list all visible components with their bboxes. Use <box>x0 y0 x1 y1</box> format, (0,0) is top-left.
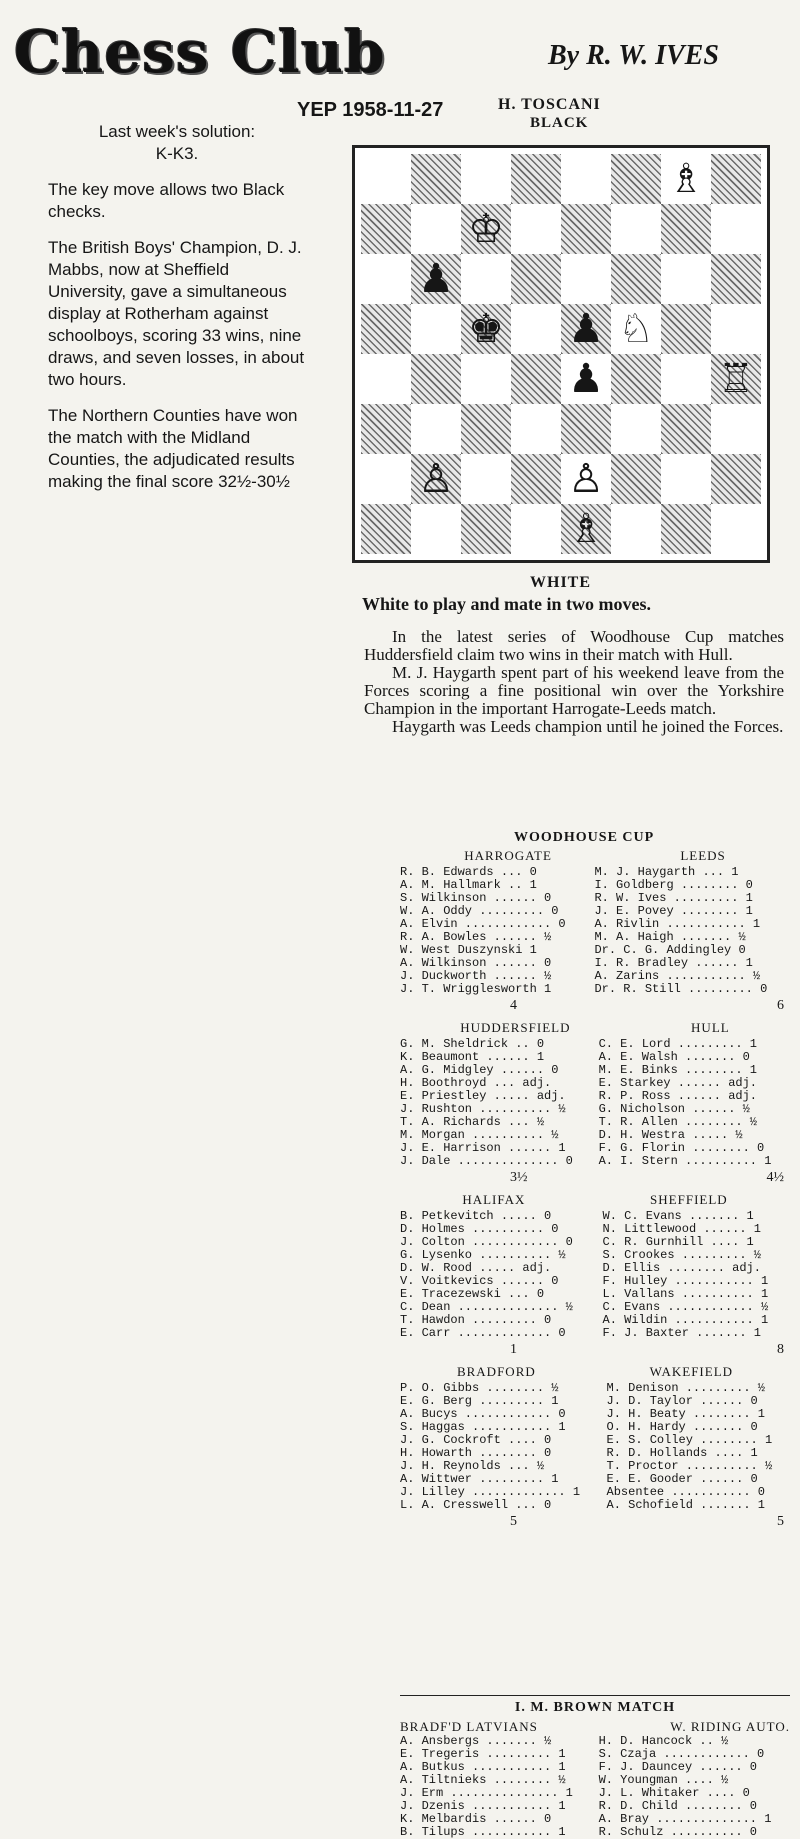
news-column <box>364 628 784 736</box>
match-results <box>400 848 790 1536</box>
away-player-result: A. Zarins ........... ½ <box>594 969 761 983</box>
away-player-result: M. E. Binks ........ 1 <box>598 1063 758 1077</box>
away-player-result: R. D. Hollands .... 1 <box>606 1446 758 1460</box>
board-square-f1 <box>611 504 661 554</box>
chess-board <box>352 145 770 563</box>
home-player-result: M. Morgan .......... ½ <box>400 1128 559 1142</box>
table-row <box>400 1155 790 1168</box>
black-pawn-icon: ♟ <box>568 306 604 352</box>
woodhouse-title: WOODHOUSE CUP <box>514 830 655 845</box>
news-paragraph-3: Haygarth was Leeds champion until he joined the Forces. <box>392 717 784 736</box>
white-rook-icon: ♖ <box>718 356 754 402</box>
away-player-result: A. Bray .............. 1 <box>598 1812 772 1826</box>
match-block <box>400 1192 790 1358</box>
away-player-result: A. Rivlin ........... 1 <box>594 917 761 931</box>
board-square-a5 <box>361 304 411 354</box>
home-player-result: J. Colton ............ 0 <box>400 1235 573 1249</box>
home-player-result: T. Hawdon ......... 0 <box>400 1313 552 1327</box>
home-player-result: T. A. Richards ... ½ <box>400 1115 545 1129</box>
away-player-result: C. Evans ............ ½ <box>602 1300 769 1314</box>
home-player-result: J. Lilley ............. 1 <box>400 1485 581 1499</box>
board-square-e7 <box>561 204 611 254</box>
black-king-icon: ♚ <box>468 306 504 352</box>
black-pawn-icon: ♟ <box>418 256 454 302</box>
white-pawn-icon: ♙ <box>568 456 604 502</box>
away-player-result: W. C. Evans ....... 1 <box>602 1209 754 1223</box>
board-square-c3 <box>461 404 511 454</box>
board-square-g2 <box>661 454 711 504</box>
board-square-h3 <box>711 404 761 454</box>
away-player-result: M. J. Haygarth ... 1 <box>594 865 739 879</box>
board-square-b7 <box>411 204 461 254</box>
away-player-result: F. J. Baxter ....... 1 <box>602 1326 761 1340</box>
results-table <box>400 1382 790 1512</box>
home-player-result: S. Haggas ........... 1 <box>400 1420 566 1434</box>
brown-away-team: W. RIDING AUTO. <box>670 1719 790 1734</box>
board-square-e8 <box>561 154 611 204</box>
table-row <box>400 1826 790 1839</box>
away-player-result: R. Schulz .......... 0 <box>598 1825 758 1839</box>
board-square-d6 <box>511 254 561 304</box>
home-player-result: J. Erm ............... 1 <box>400 1786 573 1800</box>
board-square-d5 <box>511 304 561 354</box>
home-player-result: E. Priestley ..... adj. <box>400 1089 566 1103</box>
table-row <box>400 983 790 996</box>
byline: By R. W. IVES <box>548 40 719 71</box>
away-player-result: Absentee ........... 0 <box>606 1485 765 1499</box>
away-player-result: N. Littlewood ...... 1 <box>602 1222 761 1236</box>
side-column <box>48 121 306 507</box>
home-player-result: G. Lysenko .......... ½ <box>400 1248 566 1262</box>
away-player-result: D. H. Westra ..... ½ <box>598 1128 743 1142</box>
board-square-f6 <box>611 254 661 304</box>
board-square-f7 <box>611 204 661 254</box>
away-team-name: LEEDS <box>680 848 726 863</box>
reference-label: YEP 1958-11-27 <box>297 99 444 121</box>
home-team-name: BRADFORD <box>456 1364 536 1379</box>
home-player-result: J. T. Wrigglesworth 1 <box>400 982 552 996</box>
away-player-result: J. H. Beaty ........ 1 <box>606 1407 765 1421</box>
home-player-result: R. B. Edwards ... 0 <box>400 865 537 879</box>
brown-results-table <box>400 1735 790 1839</box>
board-square-e6 <box>561 254 611 304</box>
away-player-result: T. Proctor .......... ½ <box>606 1459 773 1473</box>
home-team-name: HUDDERSFIELD <box>460 1020 571 1035</box>
board-square-a3 <box>361 404 411 454</box>
home-player-result: H. Boothroyd ... adj. <box>400 1076 552 1090</box>
results-table <box>400 1038 790 1168</box>
away-player-result: M. A. Haigh ....... ½ <box>594 930 746 944</box>
board-square-a8 <box>361 154 411 204</box>
home-player-result: P. O. Gibbs ........ ½ <box>400 1381 559 1395</box>
away-player-result: A. Wildin ........... 1 <box>602 1313 769 1327</box>
away-player-result: C. E. Lord ......... 1 <box>598 1037 758 1051</box>
away-team-name: WAKEFIELD <box>649 1364 734 1379</box>
away-player-result: Dr. R. Still ......... 0 <box>594 982 768 996</box>
away-player-result: A. Schofield ....... 1 <box>606 1498 765 1512</box>
away-total: 8 <box>777 1342 784 1357</box>
away-player-result: M. Denison ......... ½ <box>606 1381 765 1395</box>
board-square-b3 <box>411 404 461 454</box>
solution-label: Last week's solution: <box>98 122 256 141</box>
board-square-e3 <box>561 404 611 454</box>
board-square-a1 <box>361 504 411 554</box>
board-square-b4 <box>411 354 461 404</box>
board-square-d1 <box>511 504 561 554</box>
board-square-h5 <box>711 304 761 354</box>
white-king-icon: ♔ <box>468 206 504 252</box>
board-square-g4 <box>661 354 711 404</box>
white-bishop-icon: ♗ <box>568 506 604 552</box>
home-player-result: B. Tilups ........... 1 <box>400 1825 566 1839</box>
board-square-b5 <box>411 304 461 354</box>
board-square-g3 <box>661 404 711 454</box>
board-square-f2 <box>611 454 661 504</box>
away-player-result: A. I. Stern .......... 1 <box>598 1154 772 1168</box>
away-player-result: R. D. Child ........ 0 <box>598 1799 758 1813</box>
board-square-g1 <box>661 504 711 554</box>
board-square-a4 <box>361 354 411 404</box>
away-player-result: Dr. C. G. Addingley 0 <box>594 943 746 957</box>
brown-match <box>400 1695 790 1839</box>
table-row <box>400 1327 790 1340</box>
home-player-result: R. A. Bowles ...... ½ <box>400 930 552 944</box>
away-player-result: J. D. Taylor ...... 0 <box>606 1394 758 1408</box>
board-square-a2 <box>361 454 411 504</box>
home-player-result: A. G. Midgley ...... 0 <box>400 1063 559 1077</box>
news-paragraph-2: M. J. Haygarth spent part of his weekend leave from the Forces scoring a fine positional win over the Yorkshire Champion in the important Harrogate-Leeds match. <box>364 663 784 718</box>
home-player-result: D. W. Rood ..... adj. <box>400 1261 552 1275</box>
solution-move: K-K3. <box>155 144 199 163</box>
board-square-c6 <box>461 254 511 304</box>
board-square-g5 <box>661 304 711 354</box>
away-player-result: H. D. Hancock .. ½ <box>598 1734 729 1748</box>
away-player-result: I. R. Bradley ...... 1 <box>594 956 753 970</box>
home-player-result: J. H. Reynolds ... ½ <box>400 1459 545 1473</box>
away-player-result: F. Hulley ........... 1 <box>602 1274 769 1288</box>
home-player-result: A. Ansbergs ....... ½ <box>400 1734 552 1748</box>
away-player-result: J. L. Whitaker .... 0 <box>598 1786 750 1800</box>
board-square-f3 <box>611 404 661 454</box>
home-player-result: K. Beaumont ...... 1 <box>400 1050 545 1064</box>
away-player-result: D. Ellis ........ adj. <box>602 1261 761 1275</box>
home-player-result: J. G. Cockroft .... 0 <box>400 1433 552 1447</box>
white-pawn-icon: ♙ <box>418 456 454 502</box>
brown-home-team: BRADF'D LATVIANS <box>400 1719 538 1734</box>
home-player-result: K. Melbardis ...... 0 <box>400 1812 552 1826</box>
home-player-result: E. Tracezewski ... 0 <box>400 1287 545 1301</box>
away-player-result: E. Starkey ...... adj. <box>598 1076 758 1090</box>
stipulation: White to play and mate in two moves. <box>362 594 651 614</box>
away-total: 6 <box>777 998 784 1013</box>
side-paragraph-2: The British Boys' Champion, D. J. Mabbs, now at Sheffield University, gave a simultaneous display at Rotherham against schoolboys, scoring 33 wins, nine draws, and seven losses, in about two hours. <box>48 238 305 389</box>
away-player-result: S. Crookes ......... ½ <box>602 1248 761 1262</box>
board-square-f4 <box>611 354 661 404</box>
away-player-result: C. R. Gurnhill .... 1 <box>602 1235 754 1249</box>
home-total: 1 <box>510 1342 517 1357</box>
home-player-result: H. Howarth ........ 0 <box>400 1446 552 1460</box>
home-player-result: E. G. Berg ......... 1 <box>400 1394 559 1408</box>
board-square-c4 <box>461 354 511 404</box>
home-player-result: W. A. Oddy ......... 0 <box>400 904 559 918</box>
board-square-d4 <box>511 354 561 404</box>
home-total: 5 <box>510 1514 517 1529</box>
away-player-result: W. Youngman .... ½ <box>598 1773 729 1787</box>
news-paragraph-1: In the latest series of Woodhouse Cup matches Huddersfield claim two wins in their match with Hull. <box>364 627 784 664</box>
home-total: 4 <box>510 998 517 1013</box>
table-row <box>400 1499 790 1512</box>
away-player-result: J. E. Povey ........ 1 <box>594 904 753 918</box>
match-block <box>400 1364 790 1530</box>
home-player-result: G. M. Sheldrick .. 0 <box>400 1037 545 1051</box>
board-square-d3 <box>511 404 561 454</box>
board-square-h2 <box>711 454 761 504</box>
board-square-h7 <box>711 204 761 254</box>
board-square-f8 <box>611 154 661 204</box>
results-table <box>400 866 790 996</box>
board-square-a7 <box>361 204 411 254</box>
home-team-name: HARROGATE <box>464 848 552 863</box>
away-total: 5 <box>777 1514 784 1529</box>
white-knight-icon: ♘ <box>618 306 654 352</box>
home-player-result: A. M. Hallmark .. 1 <box>400 878 537 892</box>
home-player-result: V. Voitkevics ...... 0 <box>400 1274 559 1288</box>
board-square-d7 <box>511 204 561 254</box>
board-square-c2 <box>461 454 511 504</box>
away-team-name: SHEFFIELD <box>650 1192 728 1207</box>
board-square-c8 <box>461 154 511 204</box>
away-player-result: R. W. Ives ......... 1 <box>594 891 753 905</box>
match-block <box>400 1020 790 1186</box>
black-label: BLACK <box>530 115 589 131</box>
brown-match-title: I. M. BROWN MATCH <box>514 1700 676 1715</box>
away-player-result: S. Czaja ............ 0 <box>598 1747 765 1761</box>
home-player-result: L. A. Cresswell ... 0 <box>400 1498 552 1512</box>
match-block <box>400 848 790 1014</box>
away-player-result: T. R. Allen ........ ½ <box>598 1115 758 1129</box>
home-player-result: A. Butkus ........... 1 <box>400 1760 566 1774</box>
away-player-result: A. E. Walsh ....... 0 <box>598 1050 750 1064</box>
home-total: 3½ <box>510 1170 528 1185</box>
home-player-result: E. Carr ............. 0 <box>400 1326 566 1340</box>
home-player-result: J. Dale .............. 0 <box>400 1154 573 1168</box>
home-player-result: J. E. Harrison ...... 1 <box>400 1141 566 1155</box>
board-square-d2 <box>511 454 561 504</box>
board-square-b8 <box>411 154 461 204</box>
board-square-a6 <box>361 254 411 304</box>
board-square-g7 <box>661 204 711 254</box>
away-player-result: L. Vallans .......... 1 <box>602 1287 769 1301</box>
home-player-result: J. Dzenis ........... 1 <box>400 1799 566 1813</box>
home-player-result: J. Duckworth ...... ½ <box>400 969 552 983</box>
away-player-result: R. P. Ross ...... adj. <box>598 1089 758 1103</box>
board-square-h8 <box>711 154 761 204</box>
board-square-b1 <box>411 504 461 554</box>
away-player-result: E. S. Colley ........ 1 <box>606 1433 773 1447</box>
black-pawn-icon: ♟ <box>568 356 604 402</box>
side-paragraph-3: The Northern Counties have won the match with the Midland Counties, the adjudicated results making the final score 32½-30½ <box>48 406 298 491</box>
results-table <box>400 1210 790 1340</box>
board-square-g6 <box>661 254 711 304</box>
white-bishop-icon: ♗ <box>668 156 704 202</box>
away-player-result: E. E. Gooder ...... 0 <box>606 1472 758 1486</box>
home-player-result: J. Rushton .......... ½ <box>400 1102 566 1116</box>
board-square-h1 <box>711 504 761 554</box>
home-player-result: A. Wittwer ......... 1 <box>400 1472 559 1486</box>
home-player-result: A. Tiltnieks ........ ½ <box>400 1773 566 1787</box>
away-player-result: I. Goldberg ........ 0 <box>594 878 753 892</box>
away-player-result: G. Nicholson ...... ½ <box>598 1102 750 1116</box>
home-player-result: S. Wilkinson ...... 0 <box>400 891 552 905</box>
home-player-result: C. Dean .............. ½ <box>400 1300 573 1314</box>
away-team-name: HULL <box>691 1020 730 1035</box>
side-paragraph-1: The key move allows two Black checks. <box>48 180 285 221</box>
board-square-h6 <box>711 254 761 304</box>
home-player-result: W. West Duszynski 1 <box>400 943 537 957</box>
away-player-result: F. J. Dauncey ...... 0 <box>598 1760 758 1774</box>
away-total: 4½ <box>766 1170 784 1185</box>
home-player-result: A. Wilkinson ...... 0 <box>400 956 552 970</box>
home-player-result: D. Holmes .......... 0 <box>400 1222 559 1236</box>
composer-name: H. TOSCANI <box>498 96 601 113</box>
home-player-result: B. Petkevitch ..... 0 <box>400 1209 552 1223</box>
away-player-result: O. H. Hardy ....... 0 <box>606 1420 758 1434</box>
board-square-c1 <box>461 504 511 554</box>
board-square-d8 <box>511 154 561 204</box>
home-team-name: HALIFAX <box>462 1192 526 1207</box>
home-player-result: E. Tregeris ......... 1 <box>400 1747 566 1761</box>
white-label: WHITE <box>530 574 592 591</box>
home-player-result: A. Bucys ............ 0 <box>400 1407 566 1421</box>
home-player-result: A. Elvin ............ 0 <box>400 917 566 931</box>
away-player-result: F. G. Florin ........ 0 <box>598 1141 765 1155</box>
masthead-title: Chess Club <box>14 18 386 86</box>
